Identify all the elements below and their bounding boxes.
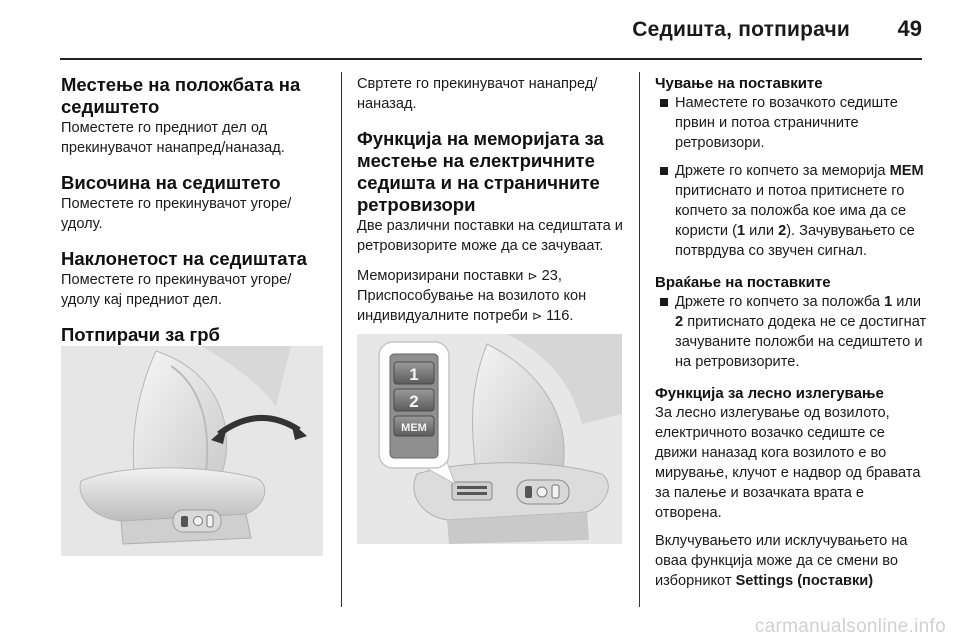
column-divider-1 [341,72,342,607]
text-memory-references [357,266,625,326]
column-1 [61,74,325,346]
list-item: Држете го копчето за меморија MEM притиснато и потоа притиснете го копчето за положба кое има да се користи (1 или 2). Зачувувањето се потврдува со звучен сигнал. [655,161,927,261]
bullet-square-icon [660,167,668,175]
ref-page-23[interactable]: 23, [541,268,562,284]
column-divider-2 [639,72,640,607]
memory-button-2-label: 2 [409,392,419,411]
ref-personalization: Приспособување на возилото кон индивидуалните потреби [357,288,587,324]
text-backrest-instruction: Свртете го прекинувачот нанапред/наназад. [357,76,598,112]
heading-backrest: Потпирачи за грб [61,324,220,345]
column-3 [655,74,927,591]
settings-menu-name: Settings (поставки) [735,573,874,589]
ref-page-116[interactable]: 116. [546,308,574,324]
text-seat-height: Поместете го прекинувачот угоре/удолу. [61,196,292,232]
seat-backrest-illustration [61,346,323,556]
page-number: 49 [897,16,922,41]
memory-buttons-drawing [357,334,622,544]
restore-steps-list [655,292,927,372]
heading-save-settings: Чување на поставките [655,75,823,92]
seat-backrest-drawing [61,346,323,556]
heading-seat-tilt: Наклонетост на седиштата [61,248,307,269]
text-memory-settings: Две различни поставки на седиштата и ретровизорите може да се зачуваат. [357,218,623,254]
page-ref-arrow-icon: ⊳ [527,269,538,283]
list-item: Наместете го возачкото седиште првин и потоа страничните ретровизори. [655,93,927,153]
heading-seat-position: Местење на положбата на седиштето [61,74,301,117]
page-ref-arrow-icon: ⊳ [532,309,543,323]
text-easy-exit-toggle: Вклучувањето или исклучувањето на оваа функција може да се смени во изборникот Settings (поставки) [655,533,908,589]
watermark: carmanualsonline.info [754,616,946,637]
list-item: Држете го копчето за положба 1 или 2 притиснато додека не се достигнат зачуваните положби на седиштето и на ретровизорите. [655,292,927,372]
heading-easy-exit: Функција за лесно излегување [655,385,884,402]
text-seat-position: Поместете го предниот дел од прекинувачот нанапред/наназад. [61,120,285,156]
memory-button-1-label: 1 [409,365,419,384]
save-steps-list [655,93,927,261]
bullet-square-icon [660,99,668,107]
memory-mem-button-label: MEM [401,422,427,434]
bullet-square-icon [660,298,668,306]
header-rule [60,58,922,60]
memory-buttons-illustration [357,334,622,544]
text-seat-tilt: Поместете го прекинувачот угоре/удолу кај предниот дел. [61,272,292,308]
page-header-title: Седишта, потпирачи [632,18,850,41]
heading-memory-function: Функција на меморијата за местење на електричните седишта и на страничните ретровизори [357,128,604,215]
heading-restore-settings: Враќање на поставките [655,274,831,291]
heading-seat-height: Височина на седиштето [61,172,281,193]
ref-memorized-settings: Меморизирани поставки [357,268,524,284]
column-2 [357,74,625,326]
text-easy-exit: За лесно излегување од возилото, електричното возачко седиште се движи наназад кога возилото е во мирување, клучот е надвор од бравата за палење и возачката врата е отворена. [655,405,921,521]
